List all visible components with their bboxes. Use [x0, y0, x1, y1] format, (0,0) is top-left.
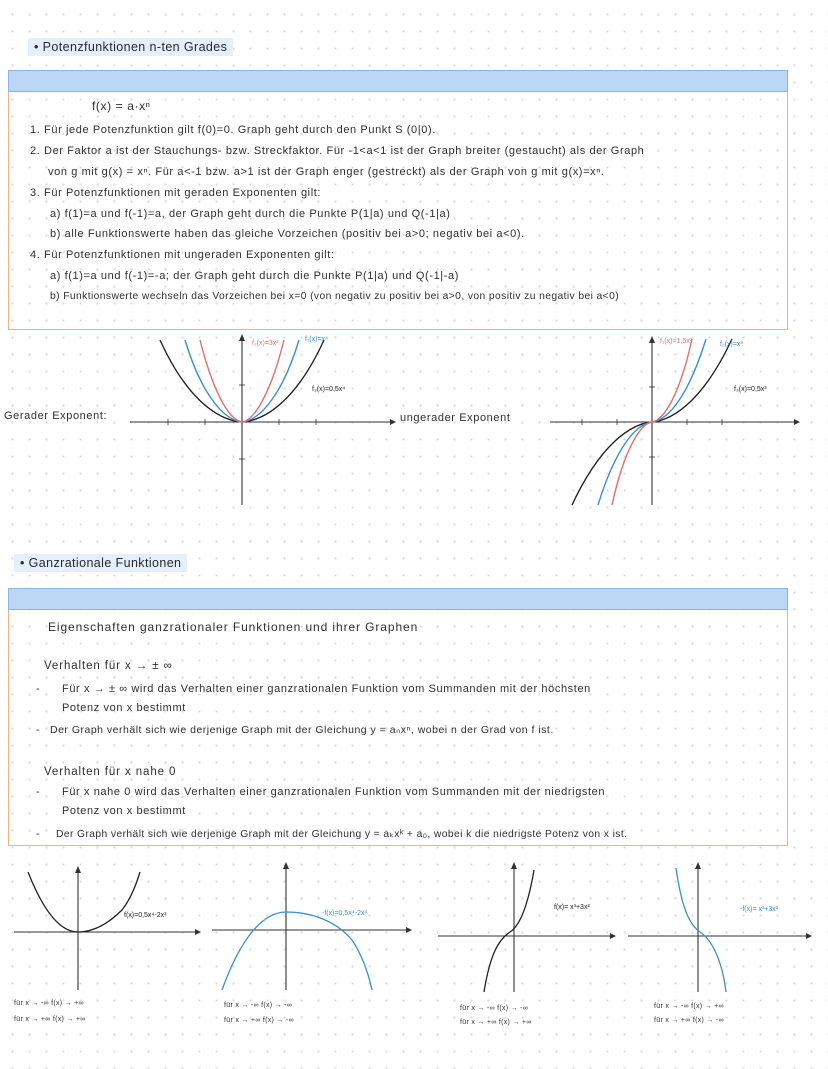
mini-label-3: f(x)= x³+3x²: [554, 904, 590, 911]
rule-2a: 2. Der Faktor a ist der Stauchungs- bzw. Streckfaktor. Für -1<a<1 ist der Graph breiter (gestaucht) als der Graph: [30, 145, 645, 157]
mini-curve-3: [484, 870, 534, 992]
bullet: •: [20, 556, 29, 570]
even-caption: Gerader Exponent:: [4, 410, 108, 422]
mini-4-row-1: für x → -∞ f(x) → +∞: [654, 1003, 724, 1010]
mini-curve-2: [222, 912, 372, 990]
mini-label-1: f(x)=0,5x⁴-2x³: [124, 912, 167, 919]
label-even-red: f₂(x)=3x²: [252, 340, 279, 347]
mini-graph-4: [628, 862, 812, 992]
box2-heading: Eigenschaften ganzrationaler Funktionen und ihrer Graphen: [48, 620, 419, 634]
mini-graph-2: [212, 862, 412, 990]
zero-line-2: Potenz von x bestimmt: [62, 805, 186, 817]
mini-label-2: -f(x)=0,5x⁴-2x³: [322, 910, 367, 917]
mini-2-row-2: für x → +∞ f(x) → -∞: [224, 1017, 294, 1024]
bullet-dash: -: [36, 683, 41, 695]
label-odd-red: f₁(x)=1,5x³: [660, 338, 693, 345]
mini-graph-3: [438, 862, 616, 992]
label-odd-black: f₃(x)=0,5x³: [734, 386, 767, 393]
mini-3-row-2: für x → +∞ f(x) → +∞: [460, 1019, 532, 1026]
bullet: •: [34, 40, 43, 54]
mini-curve-4: [676, 868, 726, 992]
mini-graph-1: [14, 866, 201, 990]
mini-1-row-2: für x → +∞ f(x) → +∞: [14, 1016, 86, 1023]
bullet-dash: -: [36, 724, 41, 736]
label-even-blue: f₁(x)=x⁴: [305, 336, 329, 343]
rule-4b: b) Funktionswerte wechseln das Vorzeichen bei x=0 (von negativ zu positiv bei a>0, von positiv zu negativ bei a<0): [50, 291, 620, 302]
label-even-black: f₃(x)=0,5x⁴: [312, 386, 346, 393]
infinity-line-2: Potenz von x bestimmt: [62, 702, 186, 714]
formula: f(x) = a·xⁿ: [92, 99, 151, 113]
label-odd-blue: f₂(x)=x³: [720, 341, 743, 348]
rule-1: 1. Für jede Potenzfunktion gilt f(0)=0. Graph geht durch den Punkt S (0|0).: [30, 124, 436, 136]
mini-curve-1: [28, 872, 140, 932]
mini-3-row-1: für x → -∞ f(x) → -∞: [460, 1005, 529, 1012]
odd-caption: ungerader Exponent: [400, 412, 511, 424]
section-title-potenzfunktionen: • Potenzfunktionen n-ten Grades: [28, 38, 233, 56]
rule-3a: a) f(1)=a und f(-1)=a, der Graph geht durch die Punkte P(1|a) und Q(-1|a): [50, 208, 451, 220]
bullet-dash: -: [36, 786, 41, 798]
sub-near-zero: Verhalten für x nahe 0: [44, 766, 177, 778]
infinity-line-3: Der Graph verhält sich wie derjenige Graph mit der Gleichung y = aₙxⁿ, wobei n der Grad von f ist.: [50, 724, 554, 736]
mini-2-row-1: für x → -∞ f(x) → -∞: [224, 1002, 293, 1009]
rule-4: 4. Für Potenzfunktionen mit ungeraden Exponenten gilt:: [30, 249, 335, 261]
mini-label-4: -f(x)= x³+3x²: [740, 906, 779, 913]
zero-line-1: Für x nahe 0 wird das Verhalten einer ganzrationalen Funktion vom Summanden mit der niedrigsten: [62, 786, 606, 798]
sub-infinity: Verhalten für x → ± ∞: [44, 660, 173, 672]
rule-4a: a) f(1)=a und f(-1)=-a; der Graph geht durch die Punkte P(1|a) und Q(-1|-a): [50, 270, 460, 282]
mini-1-row-1: für x → -∞ f(x) → +∞: [14, 1000, 84, 1007]
rule-3b: b) alle Funktionswerte haben das gleiche Vorzeichen (positiv bei a>0; negativ bei a<0).: [50, 228, 525, 240]
section-title-ganzrationale: • Ganzrationale Funktionen: [14, 554, 187, 572]
bullet-dash: -: [36, 828, 41, 840]
mini-4-row-2: für x → +∞ f(x) → -∞: [654, 1017, 724, 1024]
rule-3: 3. Für Potenzfunktionen mit geraden Exponenten gilt:: [30, 187, 322, 199]
infinity-line-1: Für x → ± ∞ wird das Verhalten einer ganzrationalen Funktion vom Summanden mit der höchsten: [62, 683, 591, 695]
zero-line-3: Der Graph verhält sich wie derjenige Graph mit der Gleichung y = aₖxᵏ + a₀, wobei k die niedrigste Potenz von x ist.: [56, 829, 628, 840]
rule-2b: von g mit g(x) = xⁿ. Für a<-1 bzw. a>1 ist der Graph enger (gestreckt) als der Graph von g mit g(x)=xⁿ.: [48, 166, 605, 178]
